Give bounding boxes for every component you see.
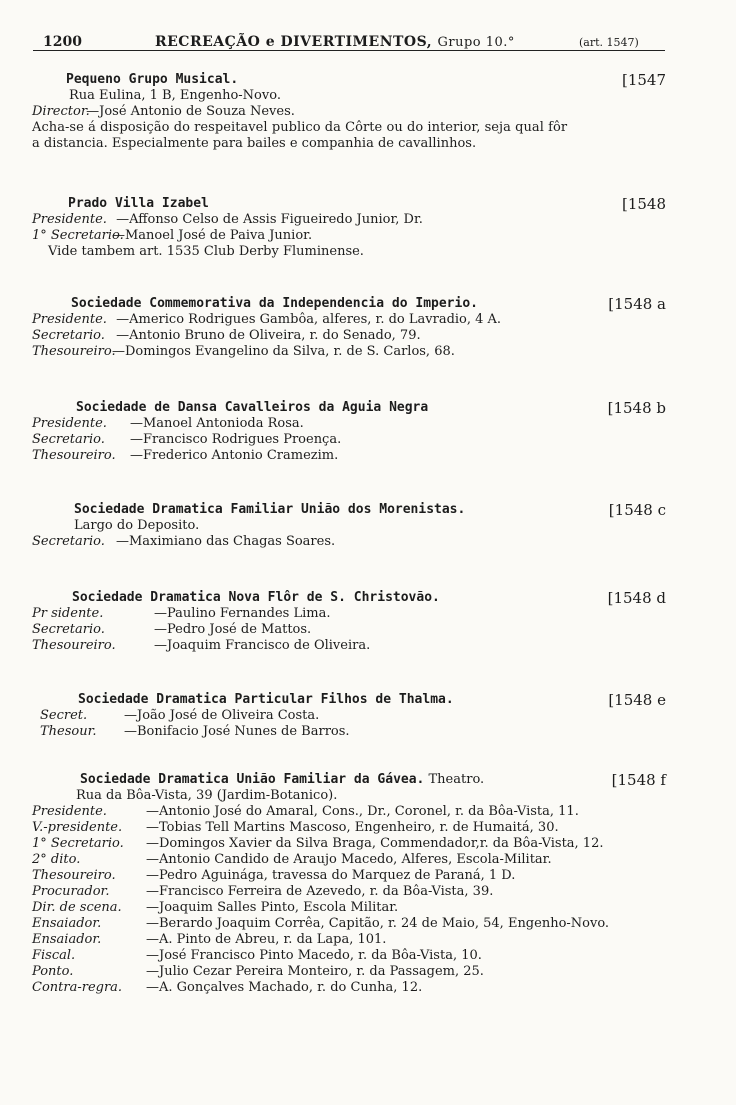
entry-title: Pequeno Grupo Musical. [66,72,239,87]
entry-line [32,212,666,228]
line-text: —Maximiano das Chagas Soares. [116,534,336,549]
entry-1548b [32,400,666,464]
entry-heading [32,196,666,212]
entry-line [32,948,666,964]
entry-heading [32,400,666,416]
group-label: Grupo 10.° [437,35,515,50]
entry-line [32,432,666,448]
line-text: —João José de Oliveira Costa. [124,708,320,723]
line-text: —Domingos Evangelino da Silva, r. de S. Carlos, 68. [112,344,455,359]
role-label: Thesoureiro. [32,448,116,463]
role-label: Ensaiador. [32,916,102,931]
role-label: 1° Secretario. [32,228,124,243]
line-text: Rua Eulina, 1 B, Engenho-Novo. [69,88,281,103]
entry-1548e [32,692,666,740]
entry-line [32,328,666,344]
role-label: Secretario. [32,432,105,447]
page-header [33,30,665,51]
entry-line [32,228,666,244]
role-label: Fiscal. [32,948,76,963]
entry-title: Prado Villa Izabel [68,196,209,211]
line-text: —Manoel José de Paiva Junior. [112,228,313,243]
page-number: 1200 [43,34,82,50]
entry-line [32,996,666,1012]
entry-line [32,120,666,136]
entry-line [32,804,666,820]
entry-line [32,852,666,868]
line-text: —Julio Cezar Pereira Monteiro, r. da Passagem, 25. [146,964,484,979]
line-text: —Francisco Ferreira de Azevedo, r. da Bôa-Vista, 39. [146,884,494,899]
entry-line [32,448,666,464]
entry-line [32,900,666,916]
role-label: Thesoureiro. [32,638,116,653]
line-text: —José Francisco Pinto Macedo, r. da Bôa-Vista, 10. [146,948,482,963]
line-text: —Antonio Bruno de Oliveira, r. do Senado, 79. [116,328,421,343]
role-label: Dir. de scena. [32,900,122,915]
line-text: —Domingos Xavier da Silva Braga, Commendador,r. da Bôa-Vista, 12. [146,836,604,851]
entry-number: [1548 b [607,399,666,417]
entry-heading [32,296,666,312]
line-text: —A. Gonçalves Machado, r. do Cunha, 12. [146,980,423,995]
entry-line [32,312,666,328]
entry-1548c [32,502,666,550]
entry-number: [1547 [621,71,666,89]
entry-line [32,622,666,638]
line-text: —José Antonio de Souza Neves. [86,104,295,119]
entry-number: [1548 f [611,771,666,789]
line-text: —Tobias Tell Martins Mascoso, Engenheiro, r. de Humaitá, 30. [146,820,559,835]
line-text: Acha-se á disposição do respeitavel publico da Côrte ou do interior, seja qual fôr [32,120,568,135]
entry-title: Sociedade de Dansa Cavalleiros da Aguia Negra [76,400,429,415]
entry-line [32,980,666,996]
entry-line [32,836,666,852]
line-text: —Americo Rodrigues Gambôa, alferes, r. do Lavradio, 4 A. [116,312,502,327]
entry-title: Sociedade Dramatica Particular Filhos de Thalma. [78,692,454,707]
entry-line [32,534,666,550]
entry-line [32,964,666,980]
entry-title: Sociedade Commemorativa da Independencia do Imperio. [71,296,478,311]
line-text: —Pedro José de Mattos. [154,622,312,637]
role-label: Thesoureiro. [32,868,116,883]
line-text: —Pedro Aguinága, travessa do Marquez de Paraná, 1 D. [146,868,516,883]
entry-line [32,868,666,884]
role-label: Contra-regra. [32,980,123,995]
entry-line [32,708,666,724]
entry-number: [1548 e [608,691,666,709]
role-label: Presidente. [32,312,107,327]
entry-line [32,88,666,104]
line-text: —Frederico Antonio Cramezim. [130,448,339,463]
entry-line [32,518,666,534]
entry-line [32,244,666,260]
line-text: —Manoel Antonioda Rosa. [130,416,304,431]
line-text: a distancia. Especialmente para bailes e companhia de cavallinhos. [32,136,477,151]
role-label: Ensaiador. [32,932,102,947]
line-text: —Berardo Joaquim Corrêa, Capitão, r. 24 de Maio, 54, Engenho-Novo. [146,916,610,931]
entry-title-suffix: Theatro. [428,772,485,787]
entry-line [32,932,666,948]
running-title [155,34,515,50]
entry-title: Sociedade Dramatica União Familiar da Gávea. [80,772,425,787]
line-text: —Joaquim Francisco de Oliveira. [154,638,371,653]
entry-line [32,104,666,120]
entry-heading [32,590,666,606]
role-label: Thesoureiro. [32,344,116,359]
line-text: Vide tambem art. 1535 Club Derby Fluminense. [48,244,364,259]
line-text: —Antonio Candido de Araujo Macedo, Alferes, Escola-Militar. [146,852,552,867]
entry-1548f [32,772,666,1012]
entry-number: [1548 [621,195,666,213]
line-text: —Affonso Celso de Assis Figueiredo Junior, Dr. [116,212,423,227]
running-title-text: RECREAÇÃO e DIVERTIMENTOS, [155,34,433,50]
role-label: 2° dito. [32,852,81,867]
role-label: 1° Secretario. [32,836,124,851]
entry-1547 [32,72,666,152]
entry-number: [1548 c [608,501,666,519]
entry-heading [32,692,666,708]
entry-heading [32,72,666,88]
role-label: Procurador. [32,884,110,899]
entry-1548a [32,296,666,360]
entry-line [32,820,666,836]
entry-1548 [32,196,666,260]
role-label: Secretario. [32,534,105,549]
line-text: —Antonio José do Amaral, Cons., Dr., Coronel, r. da Bôa-Vista, 11. [146,804,579,819]
role-label: V.-presidente. [32,820,123,835]
line-text: —Francisco Rodrigues Proença. [130,432,342,447]
entry-line [32,416,666,432]
entry-heading [32,772,666,788]
entry-line [32,638,666,654]
entry-heading [32,502,666,518]
role-label: Presidente. [32,416,107,431]
role-label: Secretario. [32,622,105,637]
role-label: Pr sidente. [32,606,104,621]
entry-1548d [32,590,666,654]
line-text: Rua da Bôa-Vista, 39 (Jardim-Botanico). [76,788,338,803]
line-text: —Bonifacio José Nunes de Barros. [124,724,350,739]
entry-number: [1548 a [608,295,666,313]
line-text: Largo do Deposito. [74,518,200,533]
entry-title: Sociedade Dramatica Nova Flôr de S. Christovão. [72,590,440,605]
role-label: Presidente. [32,212,107,227]
article-reference: (art. 1547) [579,36,639,49]
entry-line [32,344,666,360]
entry-line [32,788,666,804]
line-text: —Joaquim Salles Pinto, Escola Militar. [146,900,399,915]
entry-line [32,884,666,900]
role-label: Ponto. [32,964,74,979]
role-label: Secretario. [32,328,105,343]
line-text: —A. Pinto de Abreu, r. da Lapa, 101. [146,932,387,947]
entry-line [32,606,666,622]
role-label: Thesour. [40,724,97,739]
entry-line [32,724,666,740]
line-text: —Paulino Fernandes Lima. [154,606,331,621]
entry-line [32,136,666,152]
role-label: Director. [32,104,90,119]
role-label: Presidente. [32,804,107,819]
entry-number: [1548 d [607,589,666,607]
entry-title: Sociedade Dramatica Familiar União dos Morenistas. [74,502,466,517]
role-label: Secret. [40,708,88,723]
entry-line [32,916,666,932]
